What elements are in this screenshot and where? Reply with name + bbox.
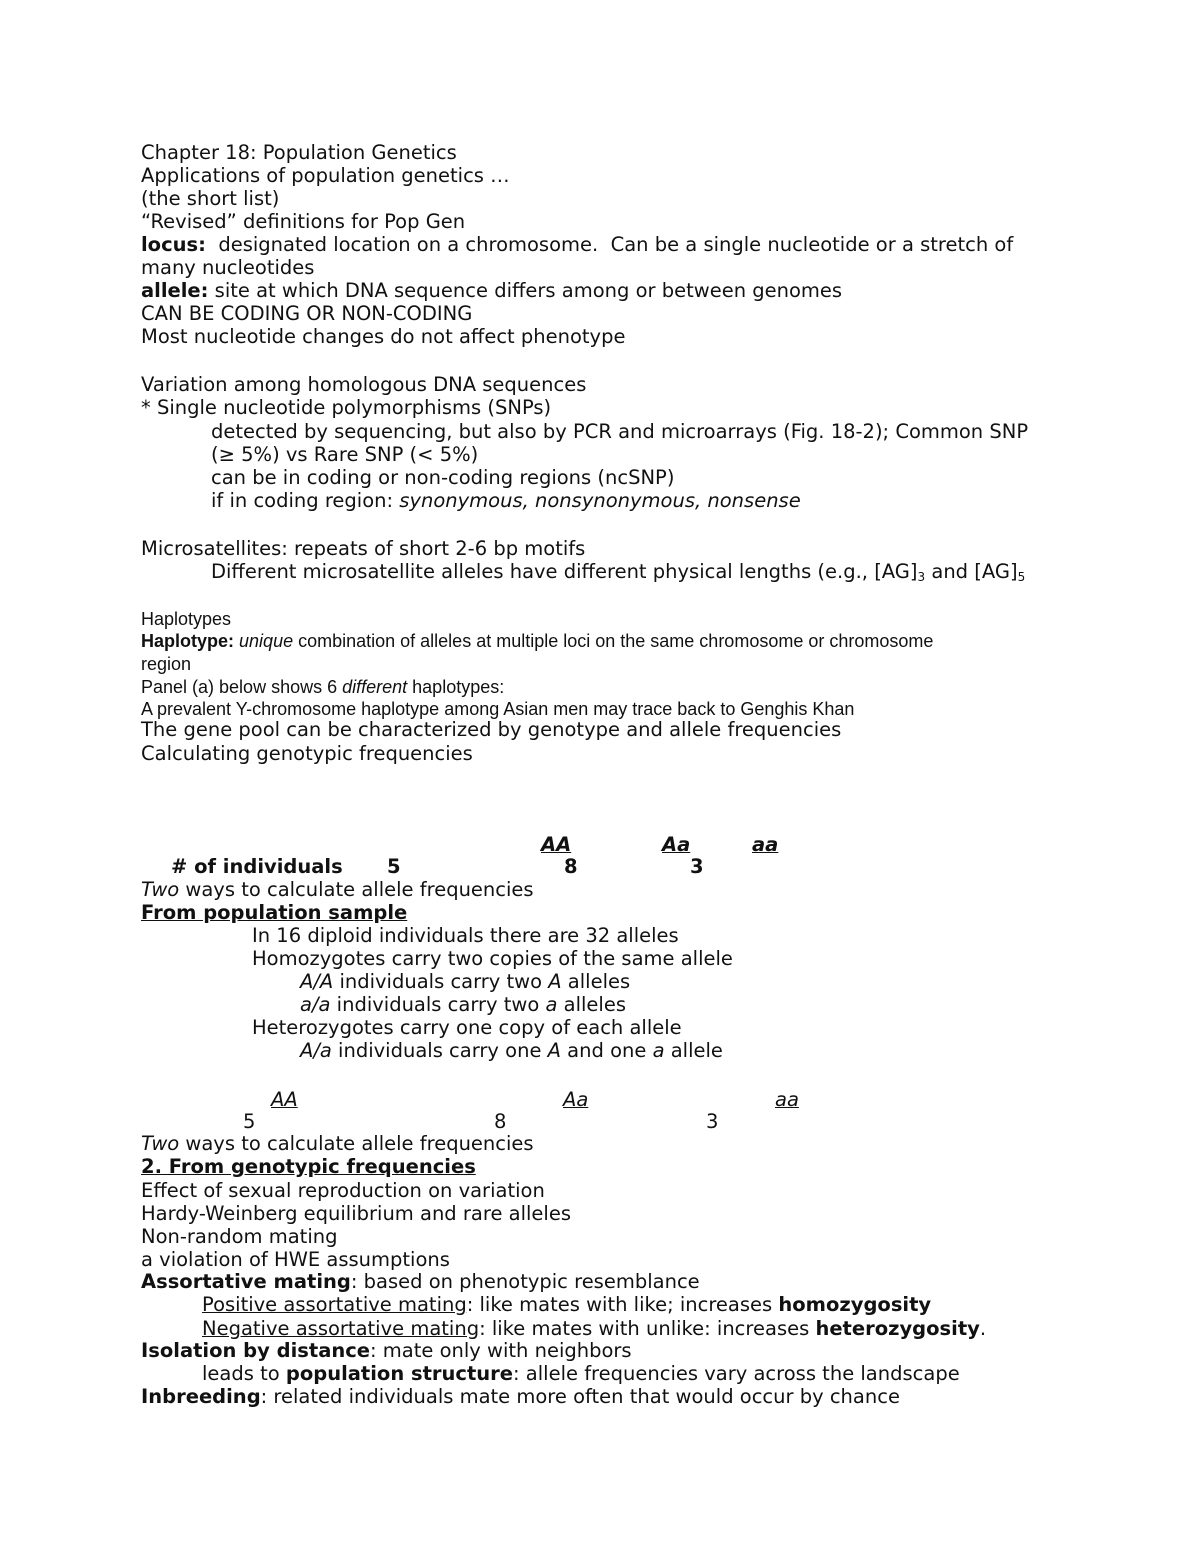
positive-assortative-line: Positive assortative mating: like mates with like; increases homozygosity <box>202 1293 932 1316</box>
revised-definitions-line: “Revised” definitions for Pop Gen <box>141 210 466 233</box>
table1-row-label: # of individuals <box>171 855 343 878</box>
from-sample-heading: From population sample <box>141 901 408 924</box>
table2-header-AA: AA <box>271 1088 298 1111</box>
regions-line: can be in coding or non-coding regions (ncSNP) <box>211 466 675 489</box>
coding-region-line <box>211 489 801 512</box>
allele-definition <box>141 279 842 302</box>
AA-individuals-line: A/A individuals carry two A alleles <box>300 970 631 993</box>
panel-different: different <box>342 677 408 697</box>
aa-individuals-line: a/a individuals carry two a alleles <box>300 993 626 1016</box>
allele-def-text: site at which DNA sequence differs among or between genomes <box>208 279 843 302</box>
table1-header-Aa: Aa <box>662 833 691 856</box>
homozygotes-line: Homozygotes carry two copies of the same allele <box>252 947 733 970</box>
table2-value-aa: 3 <box>706 1110 719 1133</box>
rare-snp-line: (≥ 5%) vs Rare SNP (< 5%) <box>211 443 479 466</box>
hardy-weinberg-line: Hardy-Weinberg equilibrium and rare alleles <box>141 1202 571 1225</box>
variation-heading: Variation among homologous DNA sequences <box>141 373 587 396</box>
table2-value-AA: 5 <box>243 1110 256 1133</box>
region-line: region <box>141 654 192 674</box>
panel-suffix: haplotypes: <box>407 677 505 697</box>
table1-header-AA: AA <box>541 833 572 856</box>
haplotype-term: Haplotype: <box>141 631 235 651</box>
panel-line <box>141 676 504 699</box>
effect-line: Effect of sexual reproduction on variation <box>141 1179 545 1202</box>
coding-types: synonymous, nonsynonymous, nonsense <box>399 489 801 512</box>
microsatellite-lengths-line <box>211 560 1025 589</box>
coding-line: CAN BE CODING OR NON-CODING <box>141 302 473 325</box>
in16-line: In 16 diploid individuals there are 32 alleles <box>252 924 679 947</box>
applications-line: Applications of population genetics … <box>141 164 510 187</box>
snp-line: * Single nucleotide polymorphisms (SNPs) <box>141 396 552 419</box>
Aa-individuals-line: A/a individuals carry one A and one a allele <box>300 1039 723 1062</box>
table1-value-aa: 3 <box>690 855 704 878</box>
unique-word: unique <box>239 631 294 651</box>
detected-line: detected by sequencing, but also by PCR and microarrays (Fig. 18-2); Common SNP <box>211 420 1029 443</box>
locus-def-text: designated location on a chromosome. Can be a single nucleotide or a stretch of <box>205 233 1014 256</box>
table2-value-Aa: 8 <box>494 1110 507 1133</box>
table1-header-aa: aa <box>752 833 779 856</box>
non-random-line: Non-random mating <box>141 1225 338 1248</box>
locus-definition <box>141 233 1013 256</box>
table2-header-Aa: Aa <box>563 1088 589 1111</box>
microsatellites-heading: Microsatellites: repeats of short 2-6 bp motifs <box>141 537 586 560</box>
chapter-title: Chapter 18: Population Genetics <box>141 141 457 164</box>
table1-value-Aa: 8 <box>564 855 578 878</box>
gene-pool-line: The gene pool can be characterized by genotype and allele frequencies <box>141 718 842 741</box>
most-changes-line: Most nucleotide changes do not affect phenotype <box>141 325 626 348</box>
population-structure-line: leads to population structure: allele frequencies vary across the landscape <box>202 1362 960 1385</box>
isolation-line: Isolation by distance: mate only with neighbors <box>141 1339 632 1362</box>
violation-line: a violation of HWE assumptions <box>141 1248 450 1271</box>
genghis-line: A prevalent Y-chromosome haplotype among Asian men may trace back to Genghis Khan <box>141 699 855 719</box>
locus-definition-cont: many nucleotides <box>141 256 315 279</box>
micro-diff-text: Different microsatellite alleles have different physical lengths (e.g., [AG] <box>211 560 918 583</box>
calculating-line: Calculating genotypic frequencies <box>141 742 473 765</box>
allele-term: allele: <box>141 279 209 302</box>
negative-assortative-line: Negative assortative mating: like mates with unlike: increases heterozygosity. <box>202 1317 987 1340</box>
from-genotypic-heading: 2. From genotypic frequencies <box>141 1155 476 1178</box>
short-list-line: (the short list) <box>141 187 280 210</box>
table2-header-aa: aa <box>775 1088 799 1111</box>
two-word: Two <box>141 878 180 901</box>
haplotype-def-text: combination of alleles at multiple loci on the same chromosome or chromosome <box>293 631 934 651</box>
inbreeding-line: Inbreeding: related individuals mate more often that would occur by chance <box>141 1385 900 1408</box>
locus-term: locus: <box>141 233 206 256</box>
two-ways-line-2: Two ways to calculate allele frequencies <box>141 1132 534 1155</box>
coding-prefix: if in coding region: <box>211 489 400 512</box>
haplotypes-heading: Haplotypes <box>141 609 232 629</box>
panel-prefix: Panel (a) below shows 6 <box>141 677 343 697</box>
table1-value-AA: 5 <box>387 855 401 878</box>
haplotype-definition <box>141 630 933 653</box>
two-ways-line <box>141 878 534 901</box>
micro-sub-5: 5 <box>1017 570 1026 584</box>
micro-and: and [AG] <box>925 560 1018 583</box>
assortative-line: Assortative mating: based on phenotypic resemblance <box>141 1270 700 1293</box>
heterozygotes-line: Heterozygotes carry one copy of each allele <box>252 1016 682 1039</box>
micro-sub-3: 3 <box>917 570 926 584</box>
ways-text: ways to calculate allele frequencies <box>179 878 534 901</box>
